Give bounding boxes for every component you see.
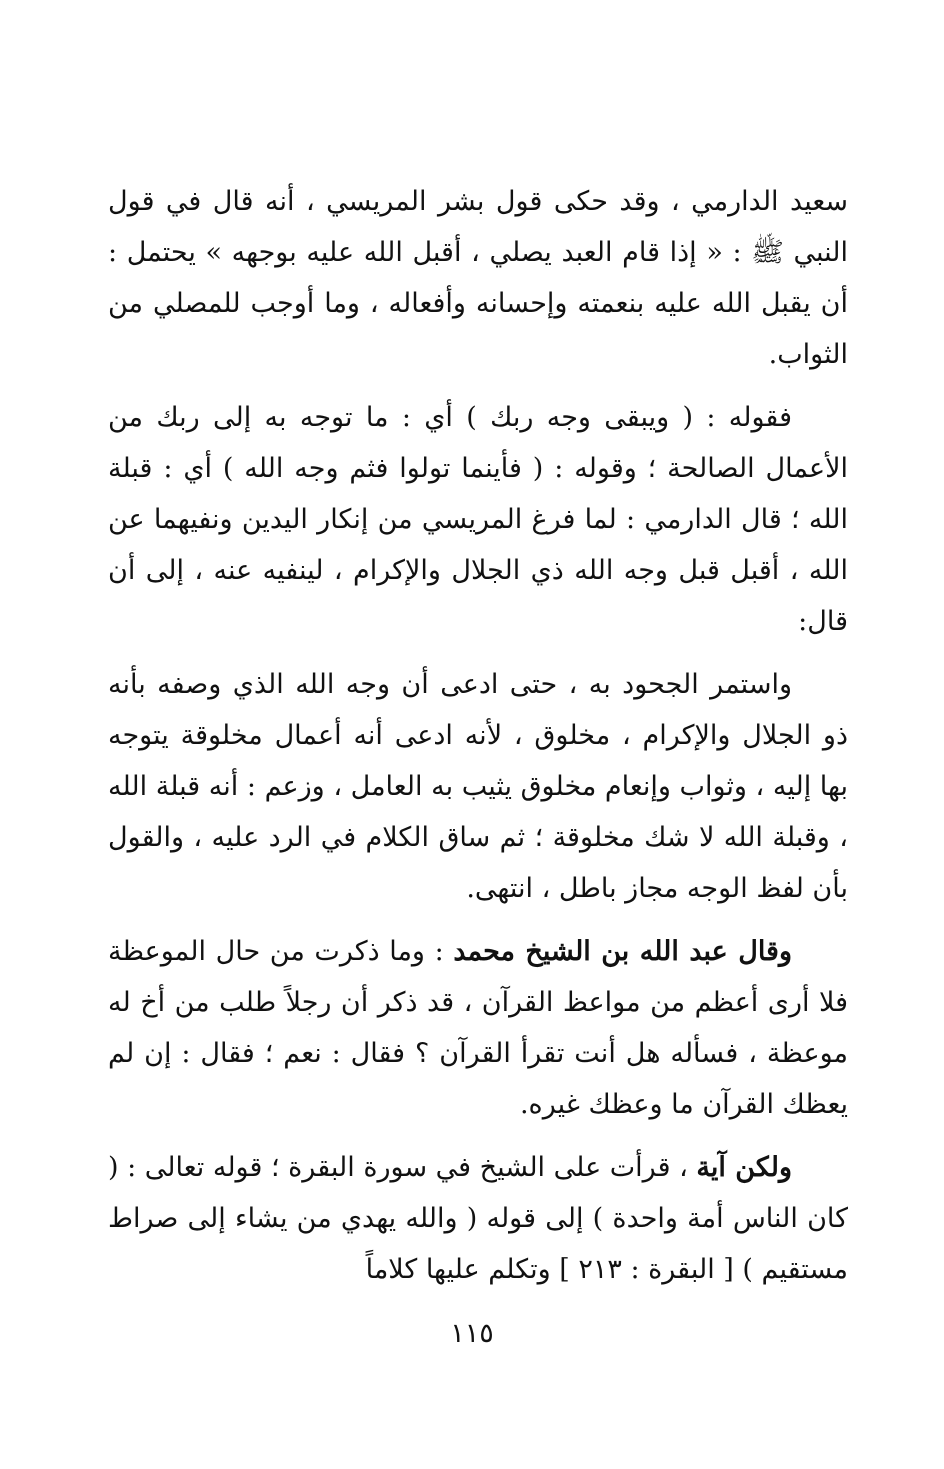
paragraph-3-text: واستمر الجحود به ، حتى ادعى أن وجه الله الذي وصفه بأنه ذو الجلال والإكرام ، مخلوق ، لأنه ادعى أنه أعمال مخلوقة يتوجه بها إليه ، وثواب وإنعام مخلوق يثيب به العامل ، وزعم : أنه قبلة الله ، وقبلة الله لا شك مخلوقة ؛ ثم ساق الكلام في الرد عليه ، والقول بأن لفظ الوجه مجاز باطل ، انتهى. <box>108 669 848 904</box>
paragraph-5-bold-lead: ولكن آية <box>696 1152 792 1183</box>
paragraph-5 <box>108 1142 848 1295</box>
paragraph-2 <box>108 392 848 647</box>
paragraph-5-content <box>108 1142 848 1295</box>
paragraph-4-text: : وما ذكرت من حال الموعظة فلا أرى أعظم من مواعظ القرآن ، قد ذكر أن رجلاً طلب من أخ له موعظة ، فسأله هل أنت تقرأ القرآن ؟ فقال : نعم ؛ فقال : إن لم يعظك القرآن ما وعظك غيره. <box>108 936 848 1120</box>
paragraph-4-bold-lead: وقال عبد الله بن الشيخ محمد <box>453 936 792 967</box>
paragraph-5-text: ، قرأت على الشيخ في سورة البقرة ؛ قوله تعالى : ( كان الناس أمة واحدة ) إلى قوله ( والله يهدي من يشاء إلى صراط مستقيم ) [ البقرة : ٢١٣ ] وتكلم عليها كلاماً <box>107 1152 848 1285</box>
paragraph-4-content <box>108 926 848 1130</box>
page-number: ١١٥ <box>450 1318 494 1349</box>
paragraph-2-text: فقوله : ( ويبقى وجه ربك ) أي : ما توجه به إلى ربك من الأعمال الصالحة ؛ وقوله : ( فأينما تولوا فثم وجه الله ) أي : قبلة الله ؛ قال الدارمي : لما فرغ المريسي من إنكار اليدين ونفيهما عن الله ، أقبل قبل وجه الله ذي الجلال والإكرام ، لينفيه عنه ، إلى أن قال: <box>108 402 848 637</box>
paragraph-4 <box>108 926 848 1130</box>
page-body <box>108 176 848 1307</box>
paragraph-1 <box>108 176 848 380</box>
paragraph-3 <box>108 659 848 914</box>
paragraph-1-text: سعيد الدارمي ، وقد حكى قول بشر المريسي ، أنه قال في قول النبي ﷺ : « إذا قام العبد يصلي ، أقبل الله عليه بوجهه » يحتمل : أن يقبل الله عليه بنعمته وإحسانه وأفعاله ، وما أوجب للمصلي من الثواب. <box>108 186 848 370</box>
